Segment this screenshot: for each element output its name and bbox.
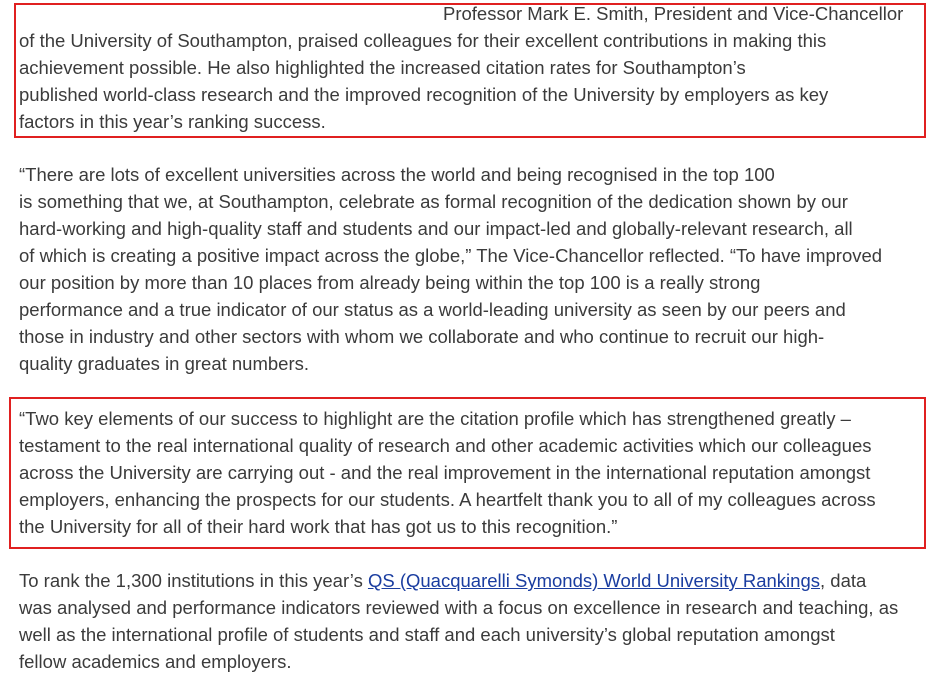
- text-line: those in industry and other sectors with whom we collaborate and who continue to recruit our high-: [19, 326, 825, 347]
- text-line: factors in this year’s ranking success.: [19, 111, 326, 132]
- text-line: achievement possible. He also highlighted the increased citation rates for Southampton’s: [19, 57, 746, 78]
- text-line: “Two key elements of our success to highlight are the citation profile which has strengthened greatly –: [19, 408, 851, 429]
- text-line: across the University are carrying out - and the real improvement in the international reputation amongst: [19, 462, 871, 483]
- text-line: hard-working and high-quality staff and students and our impact-led and globally-relevant research, all: [19, 218, 853, 239]
- text-line: fellow academics and employers.: [19, 651, 292, 672]
- text-line: [19, 568, 866, 594]
- text-span: To rank the 1,300 institutions in this year’s: [19, 570, 368, 591]
- text-line: published world-class research and the improved recognition of the University by employers as key: [19, 84, 829, 105]
- text-line: is something that we, at Southampton, celebrate as formal recognition of the dedication shown by our: [19, 191, 848, 212]
- qs-rankings-link[interactable]: QS (Quacquarelli Symonds) World University Rankings: [367, 570, 820, 591]
- text-line: of the University of Southampton, praised colleagues for their excellent contributions in making this: [19, 30, 827, 51]
- text-line: was analysed and performance indicators reviewed with a focus on excellence in research and teaching, as: [19, 597, 899, 618]
- text-line: of which is creating a positive impact across the globe,” The Vice-Chancellor reflected. “To have improved: [19, 245, 883, 266]
- text-line: “There are lots of excellent universities across the world and being recognised in the top 100: [19, 164, 775, 185]
- text-span: , data: [820, 570, 867, 591]
- text-line: Professor Mark E. Smith, President and Vice-Chancellor: [443, 3, 904, 24]
- text-line: performance and a true indicator of our status as a world-leading university as seen by our peers and: [19, 299, 846, 320]
- text-line: quality graduates in great numbers.: [19, 353, 310, 374]
- text-line: well as the international profile of students and staff and each university’s global reputation amongst: [19, 624, 835, 645]
- text-line: testament to the real international quality of research and other academic activities which our colleagues: [19, 435, 872, 456]
- text-line: the University for all of their hard work that has got us to this recognition.”: [19, 516, 618, 537]
- text-line: employers, enhancing the prospects for our students. A heartfelt thank you to all of my colleagues across: [19, 489, 876, 510]
- text-line: our position by more than 10 places from already being within the top 100 is a really strong: [19, 272, 761, 293]
